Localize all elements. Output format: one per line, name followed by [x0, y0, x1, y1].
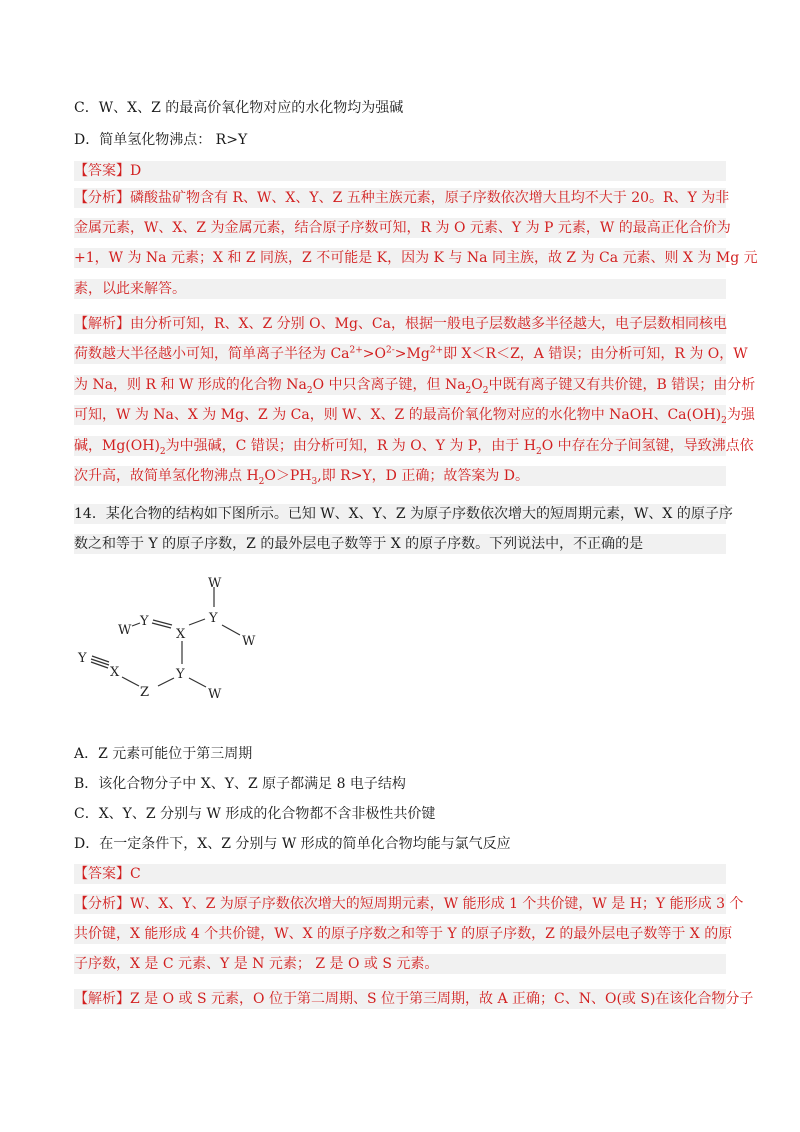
- subscript: 2: [465, 385, 472, 396]
- bond: [91, 662, 108, 668]
- solution-line-3: [74, 375, 756, 396]
- bond: [222, 625, 240, 635]
- atom-label: W: [208, 687, 222, 702]
- superscript: 2-: [386, 345, 395, 356]
- analysis-tag: 【分析】: [74, 190, 130, 206]
- atom-label: Y: [78, 651, 87, 666]
- bond: [92, 656, 109, 662]
- solution-text: >O: [362, 346, 387, 362]
- solution-text: 可知，W 为 Na、X 为 Mg、Z 为 Ca，则 W、X、Z 的最高价氧化物对应的水化物中 NaOH、Ca(OH): [74, 407, 722, 423]
- solution-line-4: [74, 405, 755, 426]
- option-b: B．该化合物分子中 X、Y、Z 原子都满足 8 电子结构: [74, 776, 406, 792]
- solution-text: >Mg: [394, 346, 430, 362]
- subscript: 3: [311, 476, 318, 487]
- solution-text: 次升高，故简单氢化物沸点 H: [74, 468, 259, 484]
- option-d: D．在一定条件下，X、Z 分别与 W 形成的简单化合物均能与氯气反应: [74, 836, 511, 852]
- bond: [132, 623, 140, 626]
- answer-value: D: [130, 163, 142, 179]
- analysis-line-2: 共价键，X 能形成 4 个共价键，W、X 的原子序数之和等于 Y 的原子序数，Z 的最外层电子数等于 X 的原: [74, 926, 733, 942]
- atom-label: Y: [209, 611, 218, 626]
- structure-diagram: [74, 572, 274, 707]
- solution-text: Z 是 O 或 S 元素，O 位于第二周期、S 位于第三周期，故 A 正确；C、N、O(或 S)在该化合物分子: [130, 991, 754, 1007]
- subscript: 2: [482, 385, 489, 396]
- option-c: C．W、X、Z 的最高价氧化物对应的水化物均为强碱: [74, 100, 404, 116]
- answer-line: [74, 864, 726, 884]
- subscript: 2: [306, 385, 313, 396]
- solution-line-1: [74, 314, 726, 334]
- atom-label: W: [208, 576, 222, 591]
- analysis-tag: 【分析】: [74, 896, 130, 912]
- superscript: 2+: [349, 345, 363, 356]
- atom-label: X: [176, 627, 186, 642]
- option-d: D．简单氢化物沸点： R>Y: [74, 132, 248, 148]
- subscript: 2: [159, 446, 166, 457]
- bond: [189, 678, 206, 687]
- atom-label: X: [110, 665, 120, 680]
- solution-tag: 【解析】: [74, 991, 130, 1007]
- solution-text: 由分析可知，R、X、Z 分别 O、Mg、Ca，根据一般电子层数越多半径越大，电子层数相同核电: [130, 316, 727, 332]
- subscript: 2: [535, 446, 542, 457]
- solution-line-6: [74, 466, 726, 486]
- analysis-text: W、X、Y、Z 为原子序数依次增大的短周期元素，W 能形成 1 个共价键，W 是 H；Y 能形成 3 个: [130, 896, 744, 912]
- question-14-stem-1: 14．某化合物的结构如下图所示。已知 W、X、Y、Z 为原子序数依次增大的短周期元素，W、X 的原子序: [74, 506, 733, 522]
- answer-value: C: [130, 866, 141, 882]
- analysis-line-1: [74, 188, 730, 208]
- solution-line-1: [74, 989, 754, 1009]
- option-c: C．X、Y、Z 分别与 W 形成的化合物都不含非极性共价键: [74, 806, 436, 822]
- solution-text: O 中存在分子间氢键，导致沸点依: [541, 438, 754, 454]
- bond: [158, 678, 174, 686]
- solution-text: 为强: [726, 407, 755, 423]
- solution-text: 为 Na，则 R 和 W 形成的化合物 Na: [74, 377, 307, 393]
- question-14-stem-2: 数之和等于 Y 的原子序数，Z 的最外层电子数等于 X 的原子序数。下列说法中，不正确的是: [74, 534, 726, 554]
- analysis-line-1: [74, 894, 744, 914]
- solution-text: ,即 R>Y，D 正确；故答案为 D。: [317, 468, 530, 484]
- solution-line-2: [74, 344, 748, 364]
- analysis-line-3: 子序数，X 是 C 元素、Y 是 N 元素； Z 是 O 或 S 元素。: [74, 954, 726, 974]
- solution-text: O: [471, 377, 483, 393]
- subscript: 2: [721, 415, 727, 426]
- analysis-text: 磷酸盐矿物含有 R、W、X、Y、Z 五种主族元素，原子序数依次增大且均不大于 20。R、Y 为非: [130, 190, 730, 206]
- atom-label: Z: [140, 685, 150, 700]
- solution-tag: 【解析】: [74, 316, 130, 332]
- solution-text: 中既有离子键又有共价键，B 错误；由分析: [488, 377, 756, 393]
- superscript: 2+: [429, 345, 444, 356]
- atom-label: Y: [176, 667, 185, 682]
- subscript: 2: [258, 476, 265, 487]
- bond: [91, 659, 109, 665]
- bond: [189, 619, 205, 625]
- solution-text: O 中只含离子键，但 Na: [312, 377, 466, 393]
- analysis-line-2: 金属元素，W、X、Z 为金属元素，结合原子序数可知，R 为 O 元素、Y 为 P 元素，W 的最高正化合价为: [74, 220, 731, 236]
- atom-label: Y: [140, 614, 149, 629]
- analysis-line-3: +1，W 为 Na 元素；X 和 Z 同族，Z 不可能是 K，因为 K 与 Na 同主族，故 Z 为 Ca 元素、则 X 为 Mg 元: [74, 250, 758, 266]
- solution-text: 碱，Mg(OH): [74, 438, 160, 454]
- solution-text: 荷数越大半径越小可知，简单离子半径为 Ca: [74, 346, 350, 362]
- atom-label: W: [118, 623, 132, 638]
- answer-line: [74, 161, 726, 181]
- bond: [122, 677, 139, 686]
- answer-tag: 【答案】: [74, 866, 130, 882]
- solution-text: 为中强碱，C 错误；由分析可知，R 为 O、Y 为 P，由于 H: [165, 438, 536, 454]
- option-a: A．Z 元素可能位于第三周期: [74, 746, 253, 762]
- atom-label: W: [242, 634, 256, 649]
- solution-line-5: [74, 436, 754, 457]
- solution-text: 即 X＜R＜Z，A 错误；由分析可知，R 为 O，W: [443, 346, 748, 362]
- analysis-line-4: 素，以此来解答。: [74, 279, 726, 299]
- answer-tag: 【答案】: [74, 163, 130, 179]
- solution-text: O＞PH: [264, 468, 312, 484]
